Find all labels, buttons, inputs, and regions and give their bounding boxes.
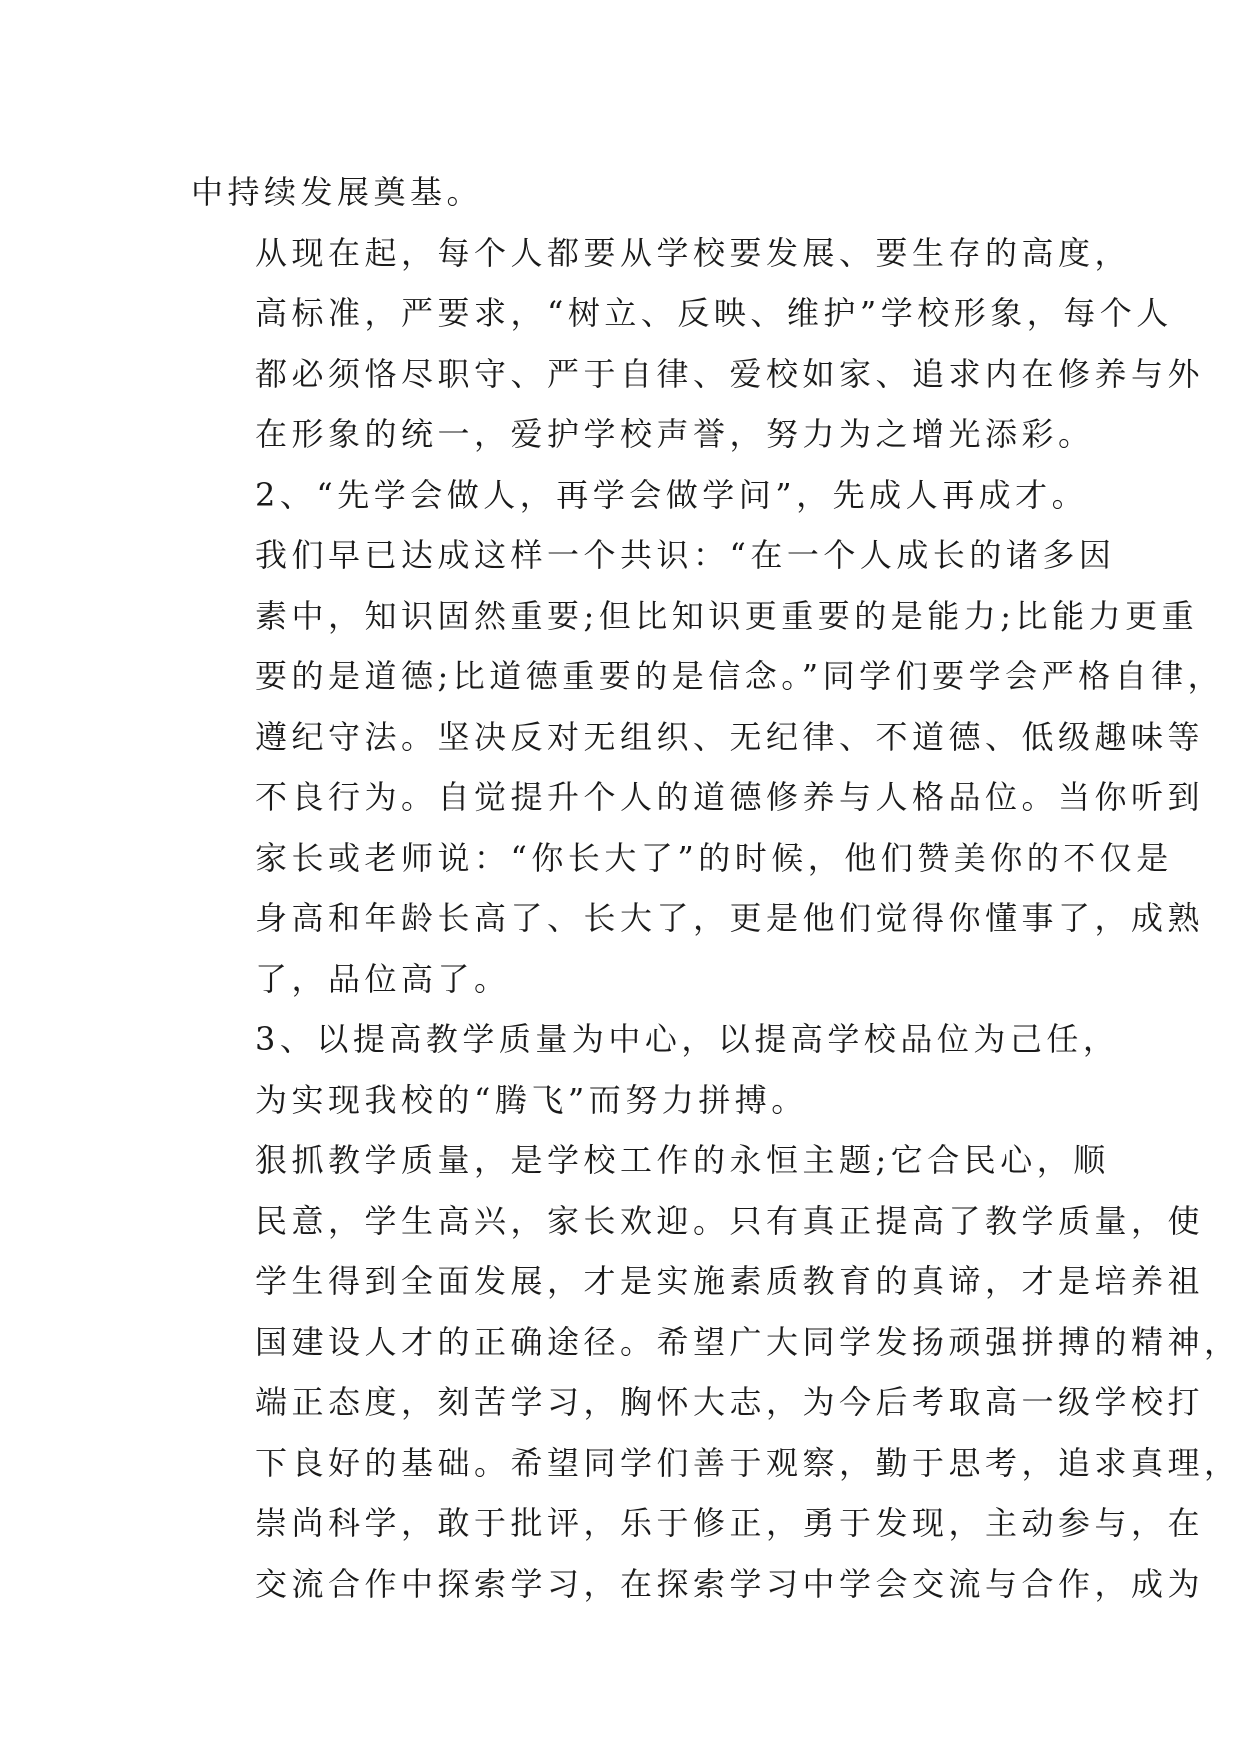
text-line: 不良行为。自觉提升个人的道德修养与人格品位。当你听到	[255, 778, 1205, 816]
text-line: 要的是道德;比道德重要的是信念。”同学们要学会严格自律，	[255, 657, 1225, 695]
text-line: 下良好的基础。希望同学们善于观察，勤于思考，追求真理，	[255, 1443, 1241, 1482]
text-line: 民意，学生高兴，家长欢迎。只有真正提高了教学质量，使	[255, 1201, 1205, 1240]
text-line: 中持续发展奠基。	[191, 173, 484, 211]
text-line: 崇尚科学，敢于批评，乐于修正，勇于发现，主动参与，在	[255, 1504, 1205, 1542]
text-line: 我们早已达成这样一个共识：“在一个人成长的诸多因	[255, 536, 1116, 574]
text-line: 狠抓教学质量，是学校工作的永恒主题;它合民心，顺	[255, 1141, 1110, 1179]
paragraph-3	[191, 465, 1089, 526]
text-line: 国建设人才的正确途径。希望广大同学发扬顽强拼搏的精神，	[255, 1322, 1241, 1361]
text-line: 交流合作中探索学习，在探索学习中学会交流与合作，成为	[255, 1564, 1205, 1603]
text-line: 身高和年龄长高了、长大了，更是他们觉得你懂事了，成熟	[255, 899, 1205, 937]
paragraph-2	[191, 223, 1205, 465]
paragraph-6	[191, 1130, 1241, 1614]
text-line: 高标准，严要求，“树立、反映、维护”学校形象，每个人	[255, 294, 1173, 332]
text-line: 家长或老师说：“你长大了”的时候，他们赞美你的不仅是	[255, 838, 1173, 877]
text-line: 了，品位高了。	[255, 959, 511, 998]
text-line: 学生得到全面发展，才是实施素质教育的真谛，才是培养祖	[255, 1262, 1205, 1300]
text-line: 端正态度，刻苦学习，胸怀大志，为今后考取高一级学校打	[255, 1383, 1205, 1421]
text-line: 素中，知识固然重要;但比知识更重要的是能力;比能力更重	[255, 596, 1199, 635]
text-line: 3、以提高教学质量为中心，以提高学校品位为己任，	[255, 1020, 1120, 1058]
paragraph-1	[191, 162, 1051, 223]
text-line: 遵纪守法。坚决反对无组织、无纪律、不道德、低级趣味等	[255, 717, 1205, 756]
text-line: 2、“先学会做人，再学会做学问”，先成人再成才。	[255, 475, 1089, 514]
paragraph-4	[191, 525, 1225, 1009]
paragraph-5	[191, 1009, 1120, 1130]
text-line: 在形象的统一，爱护学校声誉，努力为之增光添彩。	[255, 415, 1095, 453]
document-body	[191, 162, 1241, 1614]
text-line: 从现在起，每个人都要从学校要发展、要生存的高度，	[255, 233, 1132, 272]
text-line: 为实现我校的“腾飞”而努力拼搏。	[255, 1080, 808, 1119]
text-line: 都必须恪尽职守、严于自律、爱校如家、追求内在修养与外	[255, 354, 1205, 393]
